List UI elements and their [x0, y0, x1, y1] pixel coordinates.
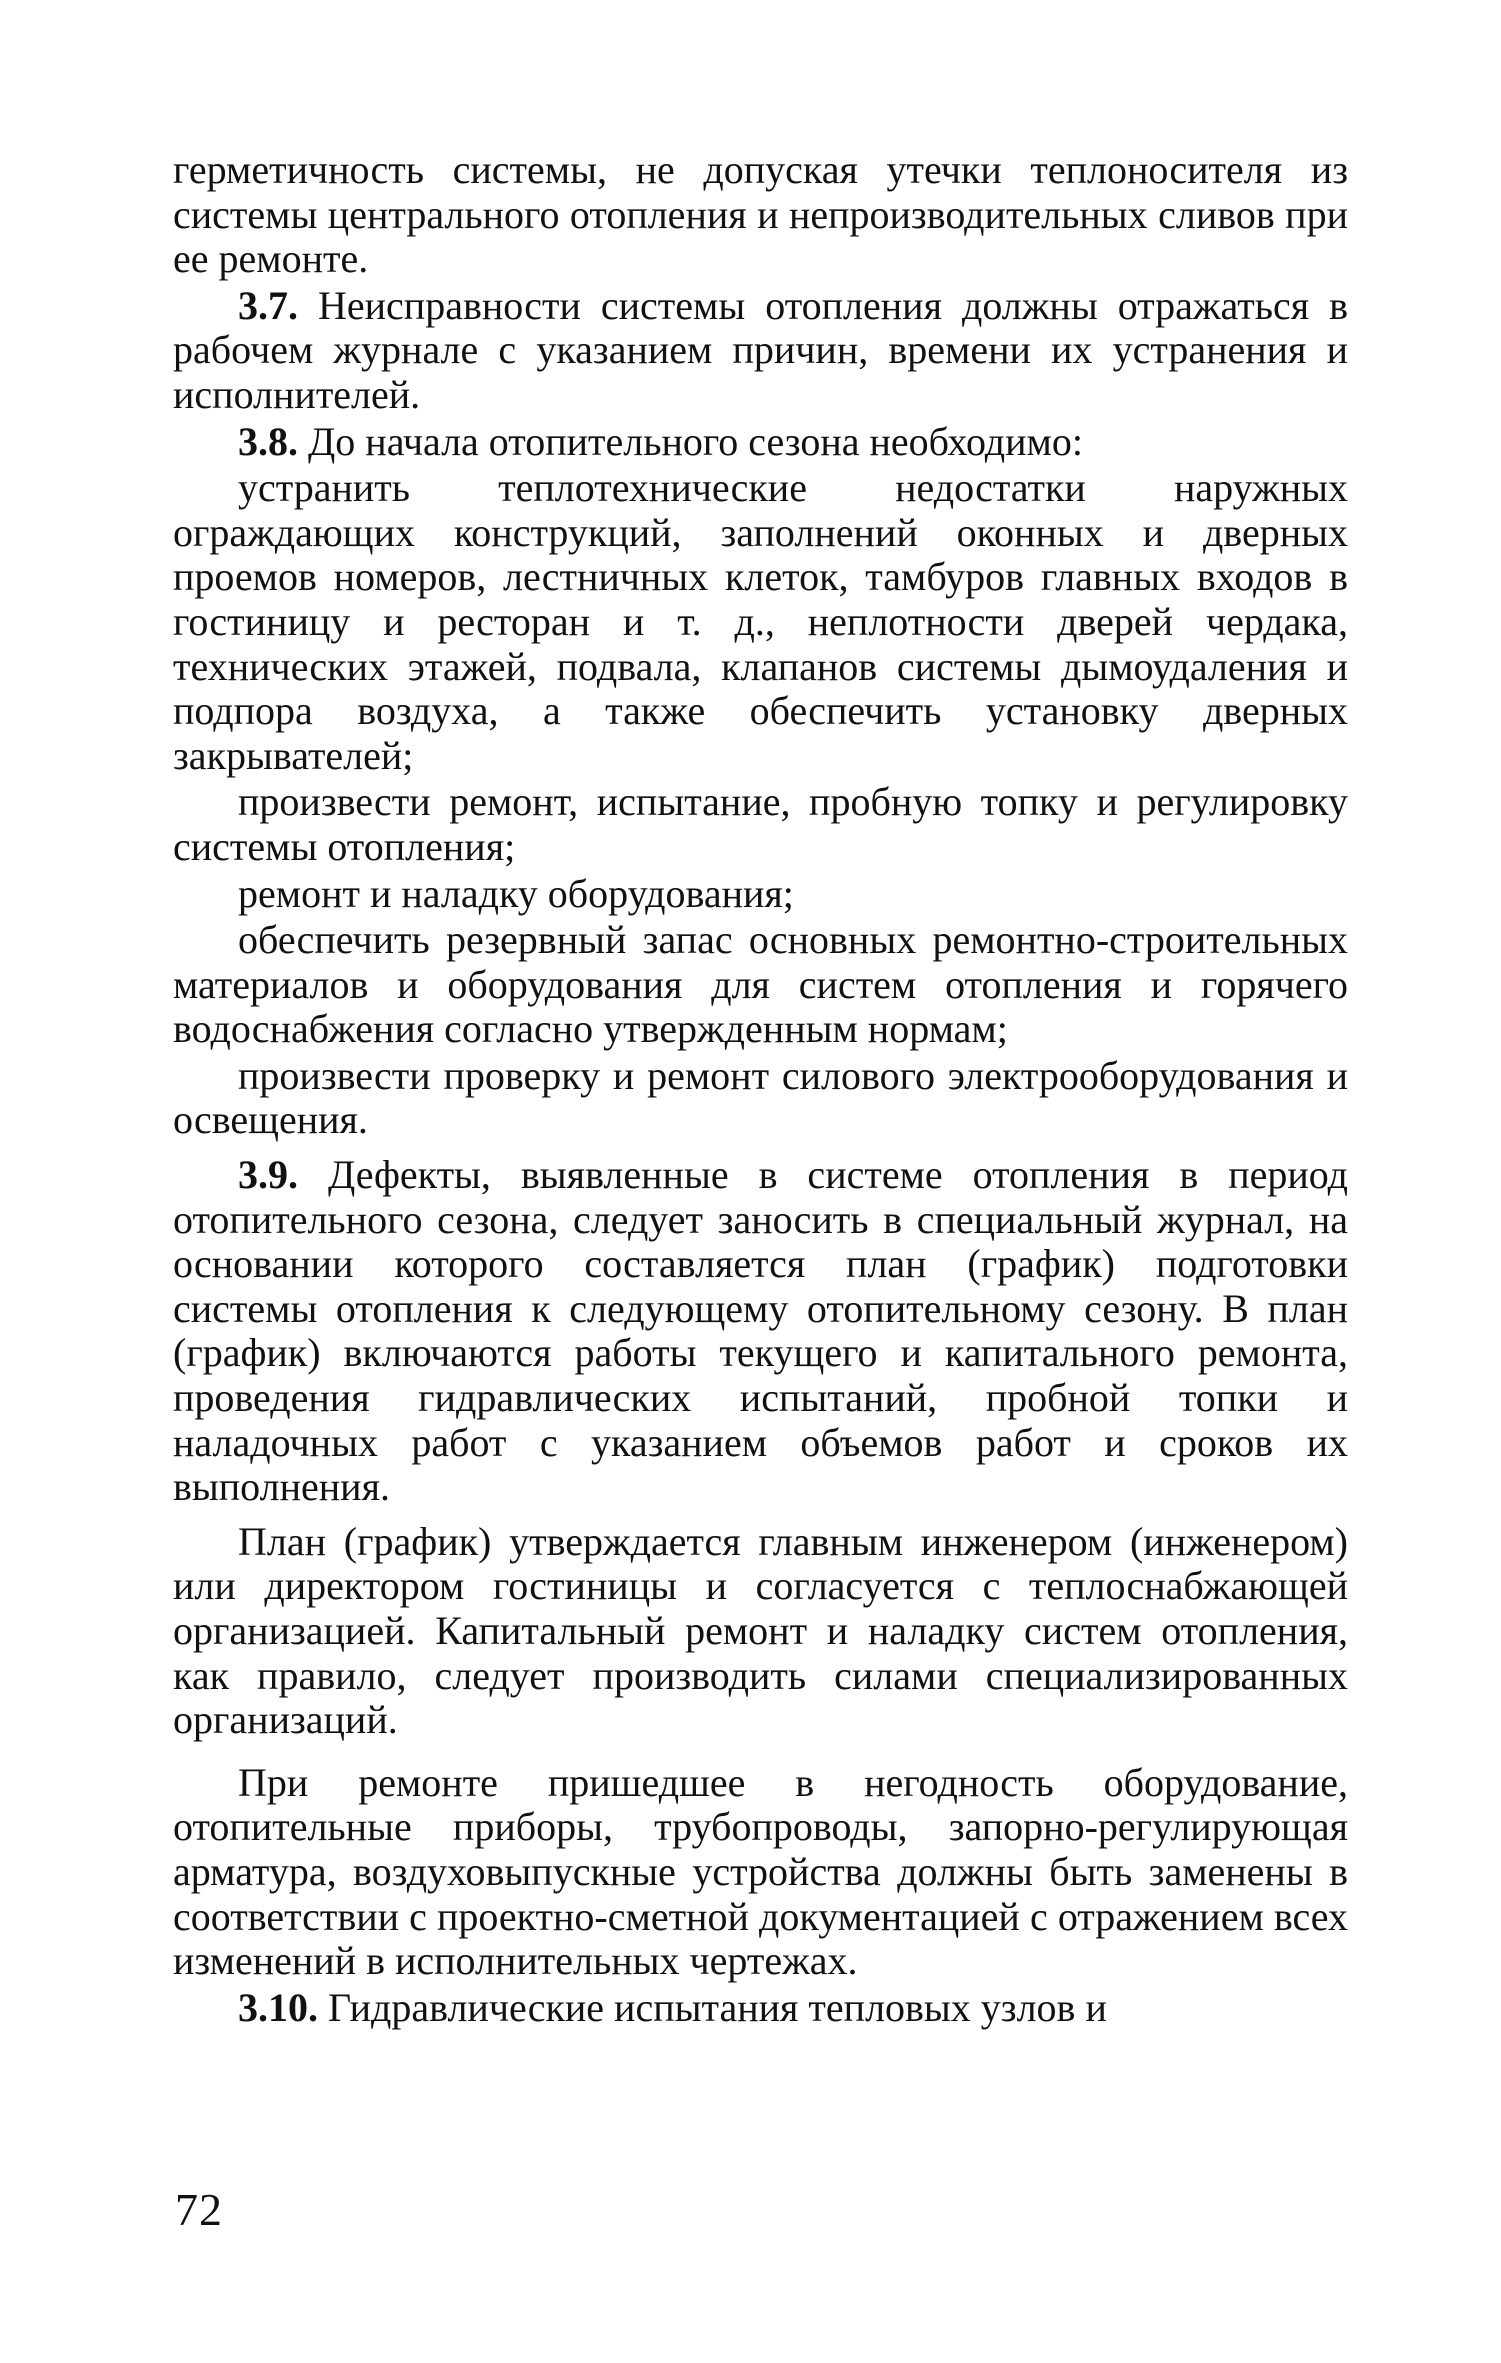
paragraph-text: ремонт и наладку оборудования;	[238, 870, 794, 916]
item-number: 3.10.	[238, 1984, 318, 2030]
paragraph-3-7	[173, 284, 1348, 418]
item-number: 3.8.	[238, 418, 298, 464]
paragraph-text: Дефекты, выявленные в системе отопления в период отопительного сезона, следует заносить в специальный журнал, на основании которого составляется план (график) подготовки системы отопления к следующему отопительному сезону. В план (график) включаются работы текущего и капитального ремонта, проведения гидравлических испытаний, пробной топки и наладочных работ с указанием объемов работ и сроков их выполнения.	[173, 1152, 1349, 1510]
paragraph-text: При ремонте пришедшее в негодность оборудование, отопительные приборы, трубопроводы, запорно-регулирующая арматура, воздуховыпускные устройства должны быть заменены в соответствии с проектно-сметной документацией с отражением всех изменений в исполнительных чертежах.	[173, 1759, 1348, 1984]
paragraph-3-9	[173, 1153, 1348, 1510]
item-number: 3.9.	[238, 1152, 298, 1198]
list-item	[173, 872, 1348, 917]
paragraph-text: План (график) утверждается главным инженером (инженером) или директором гостиницы и согласуется с теплоснабжающей организацией. Капитальный ремонт и наладку систем отопления, как правило, следует производить силами специализированных организаций.	[173, 1518, 1348, 1743]
list-item	[173, 780, 1348, 869]
paragraph-text: герметичность системы, не допуская утечки теплоносителя из системы центрального отопления и непроизводительных сливов при ее ремонте.	[173, 147, 1348, 282]
list-item	[173, 918, 1348, 1052]
paragraph-text: произвести ремонт, испытание, пробную топку и регулировку системы отопления;	[173, 779, 1348, 869]
paragraph-text: Гидравлические испытания тепловых узлов и	[328, 1984, 1107, 2030]
paragraph-text: Неисправности системы отопления должны отражаться в рабочем журнале с указанием причин, времени их устранения и исполнителей.	[173, 282, 1348, 417]
paragraph-text: устранить теплотехнические недостатки наружных ограждающих конструкций, заполнений оконных и дверных проемов номеров, лестничных клеток, тамбуров главных входов в гостиницу и ресторан и т. д., неплотности дверей чердака, технических этажей, подвала, клапанов системы дымоудаления и подпора воздуха, а также обеспечить установку дверных закрывателей;	[173, 465, 1348, 778]
paragraph-3-8	[173, 420, 1348, 465]
paragraph-text: До начала отопительного сезона необходимо:	[308, 418, 1083, 464]
paragraph-plan	[173, 1520, 1348, 1743]
body-text	[173, 148, 1348, 2030]
item-number: 3.7.	[238, 282, 298, 328]
paragraph-3-10	[173, 1986, 1348, 2031]
paragraph-text: произвести проверку и ремонт силового электрооборудования и освещения.	[173, 1052, 1348, 1143]
paragraph-continuation	[173, 148, 1348, 282]
list-item	[173, 466, 1348, 778]
paragraph-text: обеспечить резервный запас основных ремонтно-строительных материалов и оборудования для систем отопления и горячего водоснабжения согласно утвержденным нормам;	[173, 917, 1348, 1052]
paragraph-repair	[173, 1761, 1348, 1984]
page-number: 72	[175, 2184, 223, 2235]
list-item	[173, 1054, 1348, 1143]
